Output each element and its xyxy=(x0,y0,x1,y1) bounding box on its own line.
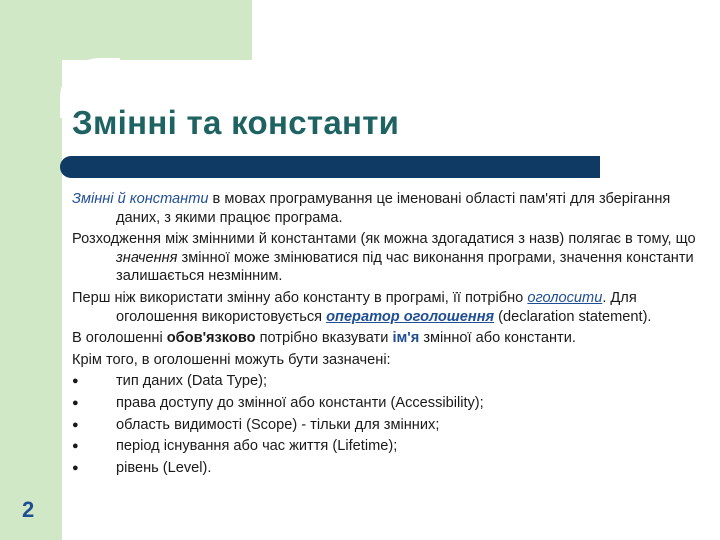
text: змінної або константи. xyxy=(419,330,576,347)
list-item xyxy=(72,416,712,435)
text: Розходження між змінними й константами (як можна здогадатися з назв) полягає в тому, що xyxy=(72,231,696,248)
text: (declaration statement). xyxy=(494,308,652,325)
list-item xyxy=(72,459,712,478)
list-item xyxy=(72,437,712,456)
text: потрібно вказувати xyxy=(255,330,393,347)
bullet-text: права доступу до змінної або константи (Accessibility); xyxy=(116,394,484,411)
slide-title: Змінні та константи xyxy=(72,104,400,141)
bullet-icon: ● xyxy=(72,440,79,453)
bullet-text: область видимості (Scope) - тільки для змінних; xyxy=(116,416,440,433)
term-declaration-operator: оператор оголошення xyxy=(326,308,495,325)
paragraph-declaration xyxy=(72,289,712,326)
bullet-icon: ● xyxy=(72,461,79,474)
paragraph-optional-intro xyxy=(72,351,712,370)
page-number: 2 xyxy=(22,497,35,522)
list-item xyxy=(72,394,712,413)
slide-body xyxy=(72,190,712,480)
paragraph-definition xyxy=(72,190,712,227)
bullet-text: рівень (Level). xyxy=(116,459,212,476)
list-item xyxy=(72,372,712,391)
title-bar xyxy=(60,156,600,178)
text: змінної може змінюватися під час виконання програми, значення константи залишається незмінним. xyxy=(116,249,694,285)
bullet-icon: ● xyxy=(72,375,79,388)
decor-green-top xyxy=(0,0,252,60)
text: Крім того, в оголошенні можуть бути зазначені: xyxy=(72,351,391,368)
strong-required: обов'язково xyxy=(166,330,256,347)
text: В оголошенні xyxy=(72,330,167,347)
bullet-icon: ● xyxy=(72,418,79,431)
text: в мовах програмування це іменовані області пам'яті для зберігання даних, з якими працює програма. xyxy=(116,191,671,226)
bullet-icon: ● xyxy=(72,396,79,409)
term-name: ім'я xyxy=(392,330,420,347)
paragraph-difference xyxy=(72,230,712,286)
text: . Для оголошення використовується xyxy=(116,289,637,325)
term-value: значення xyxy=(116,249,178,266)
text: Перш ніж використати змінну або константу в програмі, її потрібно xyxy=(72,289,528,306)
decor-green-side xyxy=(0,60,62,540)
bullet-text: тип даних (Data Type); xyxy=(116,373,268,390)
paragraph-name-required xyxy=(72,329,712,348)
term-declare: оголосити xyxy=(527,289,603,306)
term-variables-constants: Змінні й константи xyxy=(72,191,209,207)
bullet-text: період існування або час життя (Lifetime); xyxy=(116,438,398,455)
